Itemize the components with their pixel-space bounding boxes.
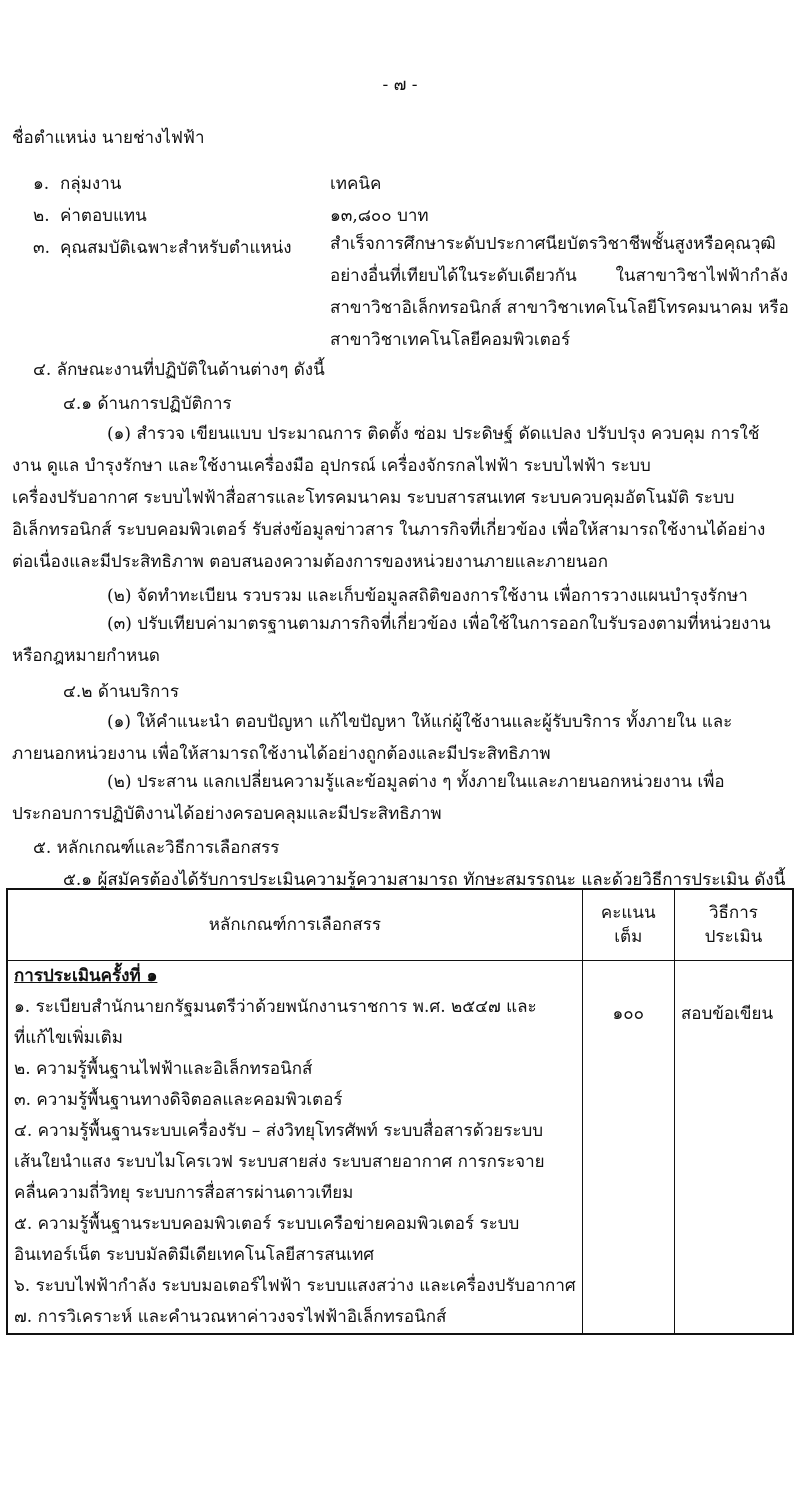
section-4-2-heading: ๔.๒ ด้านบริการ	[63, 682, 179, 702]
header-method: วิธีการประเมิน	[674, 889, 793, 961]
criteria-line: ๖. ระบบไฟฟ้ากำลัง ระบบมอเตอร์ไฟฟ้า ระบบแสงสว่าง และเครื่องปรับอากาศ	[14, 1276, 576, 1296]
section-4-2-para-1: (๑) ให้คำแนะนำ ตอบปัญหา แก้ไขปัญหา ให้แก่ผู้ใช้งานและผู้รับบริการ ทั้งภายใน และ ภายนอกหน่วยงาน เพื่อให้สามารถใช้งานได้อย่างถูกต้องและมีประสิทธิภาพ	[12, 712, 733, 764]
item-value: ๑๓,๘๐๐ บาท	[330, 206, 429, 226]
section-4-heading: ๔. ลักษณะงานที่ปฏิบัติในด้านต่างๆ ดังนี้	[33, 360, 325, 380]
criteria-line: ๕. ความรู้พื้นฐานระบบคอมพิวเตอร์ ระบบเครือข่ายคอมพิวเตอร์ ระบบ	[14, 1214, 520, 1234]
criteria-line: คลื่นความถี่วิทยุ ระบบการสื่อสารผ่านดาวเทียม	[14, 1183, 354, 1203]
section-5-heading: ๕. หลักเกณฑ์และวิธีการเลือกสรร	[33, 838, 280, 858]
round-title: การประเมินครั้งที่ ๑	[14, 966, 158, 986]
criteria-line: เส้นใยนำแสง ระบบไมโครเวฟ ระบบสายส่ง ระบบสายอากาศ การกระจาย	[14, 1152, 545, 1172]
criteria-line: ที่แก้ไขเพิ่มเติม	[14, 1028, 123, 1048]
section-4-1-para-2: (๒) จัดทำทะเบียน รวบรวม และเก็บข้อมูลสถิติของการใช้งาน เพื่อการวางแผนบำรุงรักษา	[107, 586, 748, 606]
section-4-2-para-2: (๒) ประสาน แลกเปลี่ยนความรู้และข้อมูลต่าง ๆ ทั้งภายในและภายนอกหน่วยงาน เพื่อ ประกอบการปฏิบัติงานได้อย่างครอบคลุมและมีประสิทธิภาพ	[12, 772, 725, 824]
table-header-row	[7, 889, 793, 961]
score-cell: ๑๐๐	[582, 961, 674, 1335]
item-label: ค่าตอบแทน	[60, 206, 147, 226]
criteria-line: ๓. ความรู้พื้นฐานทางดิจิตอลและคอมพิวเตอร์	[14, 1090, 343, 1110]
header-score-line-1: คะแนน	[600, 903, 656, 923]
method-cell: สอบข้อเขียน	[674, 961, 793, 1335]
header-criteria: หลักเกณฑ์การเลือกสรร	[7, 889, 582, 961]
item-number: ๓.	[33, 238, 51, 258]
section-4-1-para-3: (๓) ปรับเทียบค่ามาตรฐานตามภารกิจที่เกี่ยวข้อง เพื่อใช้ในการออกใบรับรองตามที่หน่วยงาน หรือกฎหมายกำหนด	[12, 614, 771, 666]
criteria-line: ๑. ระเบียบสำนักนายกรัฐมนตรีว่าด้วยพนักงานราชการ พ.ศ. ๒๕๔๗ และ	[14, 997, 537, 1017]
criteria-line: ๔. ความรู้พื้นฐานระบบเครื่องรับ – ส่งวิทยุโทรศัพท์ ระบบสื่อสารด้วยระบบ	[14, 1121, 544, 1141]
criteria-cell	[7, 961, 582, 1335]
item-number: ๒.	[33, 206, 50, 226]
criteria-line: ๗. การวิเคราะห์ และคำนวณหาค่าวงจรไฟฟ้าอิเล็กทรอนิกส์	[14, 1307, 447, 1327]
position-title: ชื่อตำแหน่ง นายช่างไฟฟ้า	[12, 128, 205, 148]
item-label: กลุ่มงาน	[60, 174, 122, 194]
qualification-text: สำเร็จการศึกษาระดับประกาศนียบัตรวิชาชีพชั้นสูงหรือคุณวุฒิ อย่างอื่นที่เทียบได้ในระดับเดียวกัน ในสาขาวิชาไฟฟ้ากำลัง สาขาวิชาอิเล็กทรอนิกส์ สาขาวิชาเทคโนโลยีโทรคมนาคม หรือ สาขาวิชาเทคโนโลยีคอมพิวเตอร์	[330, 234, 789, 350]
header-score	[582, 889, 674, 961]
section-5-1-text: ๕.๑ ผู้สมัครต้องได้รับการประเมินความรู้ความสามารถ ทักษะสมรรถนะ และด้วยวิธีการประเมิน ดังนี้	[63, 870, 786, 890]
item-label: คุณสมบัติเฉพาะสำหรับตำแหน่ง	[60, 238, 292, 258]
criteria-table	[6, 888, 794, 1335]
item-value: เทคนิค	[330, 174, 382, 194]
section-4-1-para-1: (๑) สำรวจ เขียนแบบ ประมาณการ ติดตั้ง ซ่อม ประดิษฐ์ ดัดแปลง ปรับปรุง ควบคุม การใช้ งาน ดูแล บำรุงรักษา และใช้งานเครื่องมือ อุปกรณ์ เครื่องจักรกลไฟฟ้า ระบบไฟฟ้า ระบบ เครื่องปรับอากาศ ระบบไฟฟ้าสื่อสารและโทรคมนาคม ระบบสารสนเทศ ระบบควบคุมอัตโนมัติ ระบบ อิเล็กทรอนิกส์ ระบบคอมพิวเตอร์ รับส่งข้อมูลข่าวสาร ในภารกิจที่เกี่ยวข้อง เพื่อให้สามารถใช้งานได้อย่าง ต่อเนื่องและมีประสิทธิภาพ ตอบสนองความต้องการของหน่วยงานภายและภายนอก	[12, 424, 766, 572]
page-number: - ๗ -	[382, 75, 418, 95]
criteria-line: ๒. ความรู้พื้นฐานไฟฟ้าและอิเล็กทรอนิกส์	[14, 1059, 313, 1079]
criteria-line: อินเทอร์เน็ต ระบบมัลติมีเดียเทคโนโลยีสารสนเทศ	[14, 1245, 375, 1265]
table-row	[7, 961, 793, 1335]
section-4-1-heading: ๔.๑ ด้านการปฏิบัติการ	[63, 394, 232, 414]
header-score-line-2: เต็ม	[614, 927, 643, 947]
item-number: ๑.	[33, 174, 50, 194]
